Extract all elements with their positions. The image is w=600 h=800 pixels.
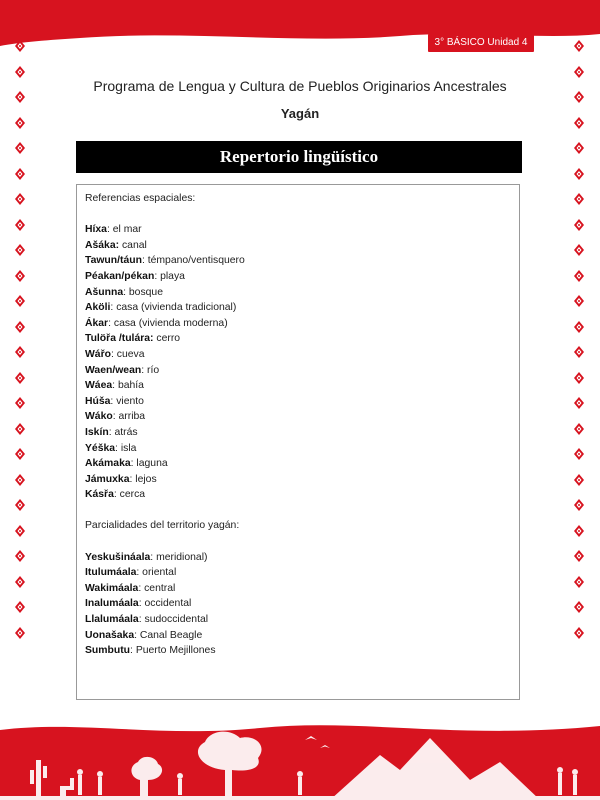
vocab-separator: : (154, 270, 161, 282)
vocab-separator: : (138, 598, 145, 610)
bottom-landscape-decoration (0, 700, 600, 800)
diamond-ornament-icon (15, 397, 25, 407)
vocab-term: Yéška (85, 442, 116, 454)
vocab-meaning: laguna (136, 458, 168, 470)
vocab-meaning: bosque (128, 286, 163, 298)
vocab-term: Péakan/pékan (85, 270, 155, 282)
vocab-item (85, 550, 511, 566)
vocab-term: Húša (85, 395, 111, 407)
diamond-ornament-icon (15, 40, 25, 50)
vocab-meaning: cerro (156, 333, 181, 345)
diamond-ornament-icon (574, 295, 584, 305)
diamond-ornament-icon (15, 66, 25, 76)
diamond-ornament-icon (15, 499, 25, 509)
vocab-term: Tulöřa /tulára: (85, 333, 154, 345)
diamond-ornament-icon (15, 193, 25, 203)
vocab-meaning: casa (vivienda tradicional) (116, 302, 237, 314)
right-border-ornaments (572, 40, 586, 652)
territory-parts-list (85, 550, 511, 659)
vocab-separator: : (150, 551, 157, 563)
diamond-ornament-icon (574, 66, 584, 76)
vocab-item (85, 394, 511, 410)
diamond-ornament-icon (15, 168, 25, 178)
vocab-item (85, 378, 511, 394)
vocab-separator: : (115, 442, 121, 454)
diamond-ornament-icon (574, 627, 584, 637)
diamond-ornament-icon (15, 142, 25, 152)
vocab-meaning: casa (vivienda moderna) (113, 317, 228, 329)
vocab-separator: : (138, 614, 145, 626)
language-title: Yagán (280, 106, 320, 121)
vocab-item (85, 331, 511, 347)
vocab-meaning: viento (116, 395, 144, 407)
section-heading-spatial: Referencias espaciales: (85, 193, 196, 204)
vocab-term: Yeskušináala (85, 551, 151, 563)
vocab-separator: : (108, 426, 115, 438)
program-title: Programa de Lengua y Cultura de Pueblos Originarios Ancestrales (93, 78, 507, 94)
vocab-term: Itulumáala (85, 567, 137, 579)
vocab-separator: : (123, 286, 129, 298)
vocab-item (85, 596, 511, 612)
vocab-term: Jámuxka (85, 473, 130, 485)
vocab-meaning: río (146, 364, 160, 376)
diamond-ornament-icon (574, 423, 584, 433)
vocab-separator: : (138, 582, 145, 594)
vocab-meaning: Puerto Mejillones (135, 645, 216, 657)
diamond-ornament-icon (15, 346, 25, 356)
diamond-ornament-icon (15, 576, 25, 586)
vocab-meaning: playa (160, 270, 185, 282)
diamond-ornament-icon (574, 372, 584, 382)
vocab-term: Sumbutu (85, 645, 131, 657)
vocab-item (85, 285, 511, 301)
vocab-meaning: isla (120, 442, 137, 454)
vocab-term: Iskín (85, 426, 109, 438)
vocab-separator: : (113, 489, 120, 501)
vocab-separator: : (110, 302, 117, 314)
vocab-meaning: el mar (112, 224, 142, 236)
diamond-ornament-icon (574, 601, 584, 611)
vocab-separator: : (134, 629, 140, 641)
vocab-item (85, 581, 511, 597)
vocab-term: Akámaka (85, 458, 131, 470)
vocab-item (85, 565, 511, 581)
vocab-item (85, 643, 511, 659)
vocabulary-box (76, 184, 520, 700)
vocab-term: Aköli (85, 302, 111, 314)
vocab-meaning: cueva (116, 348, 145, 360)
vocab-meaning: sudoccidental (144, 614, 209, 626)
vocab-separator: : (136, 567, 143, 579)
vocab-term: Wáea (85, 380, 113, 392)
diamond-ornament-icon (574, 550, 584, 560)
vocab-item (85, 612, 511, 628)
diamond-ornament-icon (15, 372, 25, 382)
diamond-ornament-icon (15, 601, 25, 611)
diamond-ornament-icon (574, 244, 584, 254)
vocab-separator: : (106, 224, 113, 236)
vocab-item (85, 472, 511, 488)
vocab-term: Waen/wean (85, 364, 142, 376)
vocab-meaning: Canal Beagle (139, 629, 203, 641)
vocab-separator: : (108, 317, 114, 329)
vocab-term: Wakimáala (85, 582, 139, 594)
diamond-ornament-icon (574, 193, 584, 203)
vocab-meaning: lejos (135, 473, 157, 485)
section-banner: Repertorio lingüístico (76, 141, 522, 173)
vocab-term: Wářo (85, 348, 111, 360)
vocab-item (85, 238, 511, 254)
vocab-meaning: bahía (117, 380, 144, 392)
vocab-term: Ašunna (85, 286, 124, 298)
vocab-item (85, 363, 511, 379)
diamond-ornament-icon (574, 40, 584, 50)
diamond-ornament-icon (574, 576, 584, 586)
vocab-item (85, 222, 511, 238)
diamond-ornament-icon (574, 219, 584, 229)
vocab-separator: : (110, 348, 117, 360)
vocab-separator: : (141, 364, 147, 376)
vocab-term: Ákar (85, 317, 109, 329)
vocab-term: Inalumáala (85, 598, 139, 610)
diamond-ornament-icon (15, 525, 25, 535)
diamond-ornament-icon (15, 295, 25, 305)
diamond-ornament-icon (574, 270, 584, 280)
vocab-item (85, 253, 511, 269)
vocab-item (85, 316, 511, 332)
vocab-item (85, 628, 511, 644)
vocab-meaning: occidental (144, 598, 192, 610)
diamond-ornament-icon (574, 346, 584, 356)
vocab-term: Wáko (85, 411, 113, 423)
vocab-item (85, 269, 511, 285)
diamond-ornament-icon (574, 397, 584, 407)
section-heading-territory: Parcialidades del territorio yagán: (85, 520, 240, 532)
unit-badge: 3° BÁSICO Unidad 4 (428, 34, 534, 52)
vocab-term: Kásřa (85, 489, 114, 501)
vocab-meaning: cerca (119, 489, 146, 501)
diamond-ornament-icon (574, 499, 584, 509)
vocab-meaning: arriba (118, 411, 146, 423)
vocab-item (85, 409, 511, 425)
diamond-ornament-icon (15, 448, 25, 458)
vocab-meaning: meridional) (156, 551, 208, 563)
vocab-separator: : (130, 458, 137, 470)
vocab-meaning: témpano/ventisquero (147, 255, 245, 267)
vocab-meaning: central (144, 582, 176, 594)
vocab-separator: : (141, 255, 148, 267)
vocab-term: Tawun/táun (85, 255, 142, 267)
vocab-separator: : (112, 380, 118, 392)
spatial-references-list (85, 222, 511, 503)
vocab-term: Ašáka: (85, 239, 120, 251)
diamond-ornament-icon (15, 474, 25, 484)
vocab-item (85, 347, 511, 363)
vocab-item (85, 300, 511, 316)
vocab-term: Uonašaka (85, 629, 135, 641)
vocab-separator: : (129, 473, 136, 485)
diamond-ornament-icon (574, 448, 584, 458)
vocab-meaning: atrás (114, 426, 138, 438)
vocab-item (85, 441, 511, 457)
diamond-ornament-icon (15, 244, 25, 254)
diamond-ornament-icon (574, 142, 584, 152)
diamond-ornament-icon (15, 423, 25, 433)
diamond-ornament-icon (15, 270, 25, 280)
left-border-ornaments (13, 40, 27, 652)
diamond-ornament-icon (15, 550, 25, 560)
diamond-ornament-icon (574, 168, 584, 178)
vocab-separator: : (110, 395, 117, 407)
vocab-term: Híxa (85, 224, 107, 236)
diamond-ornament-icon (15, 321, 25, 331)
diamond-ornament-icon (15, 627, 25, 637)
vocab-item (85, 487, 511, 503)
diamond-ornament-icon (574, 474, 584, 484)
diamond-ornament-icon (574, 525, 584, 535)
vocab-item (85, 425, 511, 441)
diamond-ornament-icon (15, 219, 25, 229)
vocab-meaning: canal (121, 239, 147, 251)
vocab-separator: : (112, 411, 119, 423)
vocab-separator: : (130, 645, 136, 657)
vocab-item (85, 456, 511, 472)
vocab-meaning: oriental (142, 567, 177, 579)
vocab-term: Llalumáala (85, 614, 139, 626)
diamond-ornament-icon (574, 321, 584, 331)
